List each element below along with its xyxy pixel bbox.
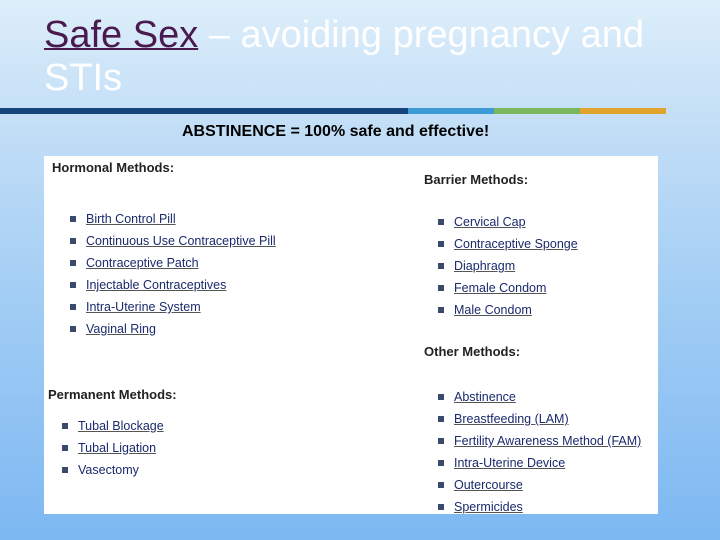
permanent-methods-section [48,387,177,481]
square-bullet-icon [70,238,76,244]
hormonal-methods-section [52,160,276,340]
method-link-label: Fertility Awareness Method (FAM) [454,434,642,448]
slide-title [44,14,704,100]
barrier-methods-heading: Barrier Methods: [424,172,529,187]
square-bullet-icon [438,219,444,225]
barrier-methods-section [424,172,578,321]
method-link[interactable] [52,274,276,296]
square-bullet-icon [438,482,444,488]
divider-blue-segment [408,108,494,114]
divider-green-segment [494,108,580,114]
divider-main-segment [0,108,408,114]
method-link-label: Contraceptive Patch [86,256,199,270]
square-bullet-icon [438,394,444,400]
square-bullet-icon [438,460,444,466]
square-bullet-icon [438,263,444,269]
method-link[interactable] [48,415,177,437]
square-bullet-icon [70,304,76,310]
method-link-label: Diaphragm [454,259,516,273]
method-link[interactable] [52,318,276,340]
method-link[interactable] [52,230,276,252]
method-link[interactable] [424,452,641,474]
method-link-label: Injectable Contraceptives [86,278,227,292]
method-link[interactable] [424,496,641,518]
method-link-label: Male Condom [454,303,532,317]
method-link-label: Tubal Ligation [78,441,157,455]
method-link-label: Abstinence [454,390,516,404]
method-link[interactable] [52,208,276,230]
method-link[interactable] [48,437,177,459]
square-bullet-icon [438,307,444,313]
title-divider [0,108,720,114]
abstinence-headline: ABSTINENCE = 100% safe and effective! [182,123,490,140]
other-methods-section [424,344,641,518]
square-bullet-icon [438,438,444,444]
hormonal-methods-list [52,208,276,340]
other-methods-heading: Other Methods: [424,344,521,359]
method-link-label: Intra-Uterine Device [454,456,566,470]
square-bullet-icon [70,326,76,332]
permanent-methods-heading: Permanent Methods: [48,387,177,402]
square-bullet-icon [438,416,444,422]
method-link-label: Outercourse [454,478,523,492]
method-link[interactable] [424,408,641,430]
method-link[interactable] [424,386,641,408]
methods-panel [44,156,658,514]
title-rest: – avoiding pregnancy and STIs [44,14,644,99]
method-link-label: Tubal Blockage [78,419,164,433]
divider-end-segment [666,108,720,114]
square-bullet-icon [62,445,68,451]
method-link-label: Female Condom [454,281,547,295]
method-link-label: Intra-Uterine System [86,300,201,314]
square-bullet-icon [438,504,444,510]
permanent-methods-list [48,415,177,481]
method-link-label: Continuous Use Contraceptive Pill [86,234,276,248]
method-link[interactable] [424,299,578,321]
method-link-label: Vaginal Ring [86,322,156,336]
method-link[interactable] [424,430,641,452]
method-link-label: Spermicides [454,500,523,514]
method-link[interactable] [424,277,578,299]
method-link-label: Vasectomy [78,463,139,477]
method-link[interactable] [52,252,276,274]
method-link[interactable] [424,255,578,277]
method-link-label: Birth Control Pill [86,212,176,226]
method-link[interactable] [52,296,276,318]
square-bullet-icon [438,241,444,247]
barrier-methods-list [424,211,578,321]
method-link-label: Cervical Cap [454,215,526,229]
square-bullet-icon [62,467,68,473]
other-methods-list [424,386,641,518]
method-link[interactable] [424,211,578,233]
hormonal-methods-heading: Hormonal Methods: [52,160,175,175]
method-link[interactable] [424,474,641,496]
square-bullet-icon [70,260,76,266]
square-bullet-icon [438,285,444,291]
square-bullet-icon [70,282,76,288]
method-link-label: Contraceptive Sponge [454,237,578,251]
method-link[interactable] [48,459,177,481]
method-link-label: Breastfeeding (LAM) [454,412,569,426]
square-bullet-icon [62,423,68,429]
divider-gold-segment [580,108,666,114]
method-link[interactable] [424,233,578,255]
safe-sex-link[interactable]: Safe Sex [44,14,199,56]
square-bullet-icon [70,216,76,222]
